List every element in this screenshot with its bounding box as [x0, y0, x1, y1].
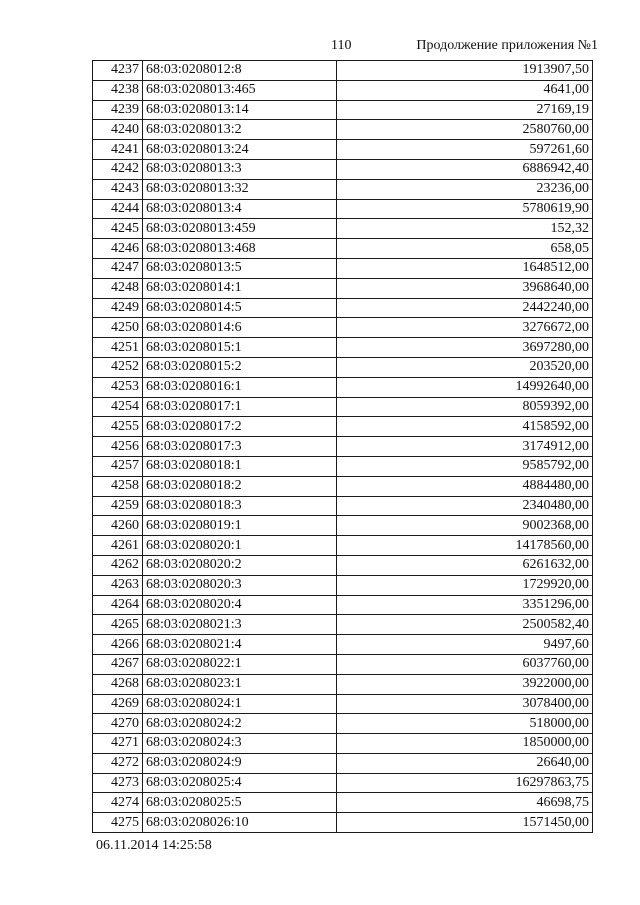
- cadastral-number-cell: 68:03:0208015:2: [143, 357, 337, 377]
- row-number-cell: 4263: [93, 575, 143, 595]
- table-row: [93, 654, 593, 674]
- cadastral-number-cell: 68:03:0208021:3: [143, 615, 337, 635]
- cadastral-value-cell: 2340480,00: [337, 496, 593, 516]
- print-timestamp: 06.11.2014 14:25:58: [96, 838, 212, 853]
- cadastral-value-cell: 203520,00: [337, 357, 593, 377]
- cadastral-value-cell: 8059392,00: [337, 397, 593, 417]
- cadastral-value-cell: 5780619,90: [337, 199, 593, 219]
- cadastral-number-cell: 68:03:0208020:4: [143, 595, 337, 615]
- table-row: [93, 120, 593, 140]
- cadastral-value-cell: 3351296,00: [337, 595, 593, 615]
- table-row: [93, 773, 593, 793]
- row-number-cell: 4270: [93, 714, 143, 734]
- table-row: [93, 753, 593, 773]
- table-row: [93, 80, 593, 100]
- cadastral-number-cell: 68:03:0208018:3: [143, 496, 337, 516]
- cadastral-value-cell: 152,32: [337, 219, 593, 239]
- table-row: [93, 357, 593, 377]
- cadastral-number-cell: 68:03:0208013:3: [143, 159, 337, 179]
- row-number-cell: 4275: [93, 813, 143, 833]
- cadastral-value-cell: 2580760,00: [337, 120, 593, 140]
- table-row: [93, 635, 593, 655]
- cadastral-number-cell: 68:03:0208014:6: [143, 318, 337, 338]
- row-number-cell: 4259: [93, 496, 143, 516]
- cadastral-value-cell: 3968640,00: [337, 278, 593, 298]
- cadastral-value-cell: 9585792,00: [337, 456, 593, 476]
- cadastral-number-cell: 68:03:0208015:1: [143, 338, 337, 358]
- row-number-cell: 4268: [93, 674, 143, 694]
- table-row: [93, 674, 593, 694]
- cadastral-number-cell: 68:03:0208014:5: [143, 298, 337, 318]
- cadastral-number-cell: 68:03:0208013:2: [143, 120, 337, 140]
- row-number-cell: 4262: [93, 555, 143, 575]
- table-row: [93, 417, 593, 437]
- cadastral-number-cell: 68:03:0208025:4: [143, 773, 337, 793]
- cadastral-value-cell: 23236,00: [337, 179, 593, 199]
- row-number-cell: 4258: [93, 476, 143, 496]
- cadastral-value-cell: 16297863,75: [337, 773, 593, 793]
- cadastral-value-cell: 4158592,00: [337, 417, 593, 437]
- row-number-cell: 4267: [93, 654, 143, 674]
- cadastral-number-cell: 68:03:0208026:10: [143, 813, 337, 833]
- cadastral-value-cell: 518000,00: [337, 714, 593, 734]
- cadastral-value-cell: 1913907,50: [337, 61, 593, 81]
- cadastral-number-cell: 68:03:0208022:1: [143, 654, 337, 674]
- table-row: [93, 516, 593, 536]
- table-row: [93, 179, 593, 199]
- row-number-cell: 4238: [93, 80, 143, 100]
- row-number-cell: 4260: [93, 516, 143, 536]
- table-row: [93, 813, 593, 833]
- cadastral-value-cell: 3078400,00: [337, 694, 593, 714]
- row-number-cell: 4246: [93, 239, 143, 259]
- cadastral-number-cell: 68:03:0208024:2: [143, 714, 337, 734]
- cadastral-value-cell: 6037760,00: [337, 654, 593, 674]
- table-row: [93, 159, 593, 179]
- row-number-cell: 4271: [93, 734, 143, 754]
- row-number-cell: 4256: [93, 437, 143, 457]
- table-row: [93, 734, 593, 754]
- cadastral-number-cell: 68:03:0208020:1: [143, 536, 337, 556]
- table-row: [93, 377, 593, 397]
- table-row: [93, 595, 593, 615]
- row-number-cell: 4272: [93, 753, 143, 773]
- table-row: [93, 278, 593, 298]
- cadastral-number-cell: 68:03:0208021:4: [143, 635, 337, 655]
- cadastral-value-cell: 4884480,00: [337, 476, 593, 496]
- cadastral-value-cell: 6261632,00: [337, 555, 593, 575]
- cadastral-value-cell: 46698,75: [337, 793, 593, 813]
- table-row: [93, 258, 593, 278]
- cadastral-number-cell: 68:03:0208024:9: [143, 753, 337, 773]
- row-number-cell: 4254: [93, 397, 143, 417]
- cadastral-value-cell: 9002368,00: [337, 516, 593, 536]
- cadastral-value-cell: 14992640,00: [337, 377, 593, 397]
- cadastral-number-cell: 68:03:0208013:14: [143, 100, 337, 120]
- cadastral-number-cell: 68:03:0208017:1: [143, 397, 337, 417]
- cadastral-value-cell: 9497,60: [337, 635, 593, 655]
- cadastral-value-cell: 26640,00: [337, 753, 593, 773]
- row-number-cell: 4274: [93, 793, 143, 813]
- cadastral-number-cell: 68:03:0208024:3: [143, 734, 337, 754]
- cadastral-number-cell: 68:03:0208023:1: [143, 674, 337, 694]
- cadastral-number-cell: 68:03:0208020:3: [143, 575, 337, 595]
- row-number-cell: 4243: [93, 179, 143, 199]
- table-row: [93, 496, 593, 516]
- row-number-cell: 4251: [93, 338, 143, 358]
- cadastral-value-cell: 2500582,40: [337, 615, 593, 635]
- cadastral-value-cell: 3276672,00: [337, 318, 593, 338]
- table-row: [93, 694, 593, 714]
- table-row: [93, 397, 593, 417]
- table-row: [93, 219, 593, 239]
- table-row: [93, 476, 593, 496]
- cadastral-number-cell: 68:03:0208017:2: [143, 417, 337, 437]
- row-number-cell: 4252: [93, 357, 143, 377]
- table-row: [93, 555, 593, 575]
- row-number-cell: 4253: [93, 377, 143, 397]
- cadastral-number-cell: 68:03:0208018:1: [143, 456, 337, 476]
- table-row: [93, 437, 593, 457]
- cadastral-value-table: [92, 60, 593, 833]
- table-row: [93, 140, 593, 160]
- table-row: [93, 714, 593, 734]
- cadastral-value-cell: 1850000,00: [337, 734, 593, 754]
- cadastral-value-cell: 4641,00: [337, 80, 593, 100]
- cadastral-number-cell: 68:03:0208014:1: [143, 278, 337, 298]
- cadastral-value-cell: 6886942,40: [337, 159, 593, 179]
- row-number-cell: 4273: [93, 773, 143, 793]
- table-body: [93, 61, 593, 833]
- row-number-cell: 4241: [93, 140, 143, 160]
- cadastral-value-cell: 3697280,00: [337, 338, 593, 358]
- header-caption: Продолжение приложения №1: [416, 38, 598, 53]
- cadastral-value-cell: 597261,60: [337, 140, 593, 160]
- cadastral-number-cell: 68:03:0208019:1: [143, 516, 337, 536]
- cadastral-value-cell: 3922000,00: [337, 674, 593, 694]
- cadastral-number-cell: 68:03:0208025:5: [143, 793, 337, 813]
- table-row: [93, 575, 593, 595]
- cadastral-number-cell: 68:03:0208013:5: [143, 258, 337, 278]
- row-number-cell: 4265: [93, 615, 143, 635]
- cadastral-number-cell: 68:03:0208013:32: [143, 179, 337, 199]
- row-number-cell: 4248: [93, 278, 143, 298]
- cadastral-number-cell: 68:03:0208020:2: [143, 555, 337, 575]
- cadastral-value-cell: 1729920,00: [337, 575, 593, 595]
- table-row: [93, 456, 593, 476]
- cadastral-number-cell: 68:03:0208024:1: [143, 694, 337, 714]
- row-number-cell: 4247: [93, 258, 143, 278]
- cadastral-number-cell: 68:03:0208013:459: [143, 219, 337, 239]
- table-row: [93, 338, 593, 358]
- table-row: [93, 536, 593, 556]
- row-number-cell: 4255: [93, 417, 143, 437]
- table-row: [93, 100, 593, 120]
- table-row: [93, 199, 593, 219]
- row-number-cell: 4240: [93, 120, 143, 140]
- row-number-cell: 4250: [93, 318, 143, 338]
- cadastral-value-cell: 1648512,00: [337, 258, 593, 278]
- table-row: [93, 615, 593, 635]
- table-row: [93, 298, 593, 318]
- cadastral-number-cell: 68:03:0208017:3: [143, 437, 337, 457]
- table-row: [93, 793, 593, 813]
- table-row: [93, 61, 593, 81]
- table-row: [93, 318, 593, 338]
- row-number-cell: 4264: [93, 595, 143, 615]
- row-number-cell: 4249: [93, 298, 143, 318]
- cadastral-number-cell: 68:03:0208013:468: [143, 239, 337, 259]
- row-number-cell: 4257: [93, 456, 143, 476]
- row-number-cell: 4244: [93, 199, 143, 219]
- cadastral-value-cell: 658,05: [337, 239, 593, 259]
- cadastral-number-cell: 68:03:0208012:8: [143, 61, 337, 81]
- table-row: [93, 239, 593, 259]
- cadastral-value-cell: 27169,19: [337, 100, 593, 120]
- cadastral-number-cell: 68:03:0208013:465: [143, 80, 337, 100]
- row-number-cell: 4245: [93, 219, 143, 239]
- cadastral-value-cell: 14178560,00: [337, 536, 593, 556]
- cadastral-value-cell: 3174912,00: [337, 437, 593, 457]
- cadastral-number-cell: 68:03:0208013:24: [143, 140, 337, 160]
- cadastral-value-cell: 1571450,00: [337, 813, 593, 833]
- cadastral-number-cell: 68:03:0208013:4: [143, 199, 337, 219]
- cadastral-value-cell: 2442240,00: [337, 298, 593, 318]
- row-number-cell: 4269: [93, 694, 143, 714]
- cadastral-number-cell: 68:03:0208018:2: [143, 476, 337, 496]
- row-number-cell: 4237: [93, 61, 143, 81]
- row-number-cell: 4266: [93, 635, 143, 655]
- row-number-cell: 4242: [93, 159, 143, 179]
- row-number-cell: 4261: [93, 536, 143, 556]
- cadastral-number-cell: 68:03:0208016:1: [143, 377, 337, 397]
- page-number: 110: [331, 38, 352, 53]
- row-number-cell: 4239: [93, 100, 143, 120]
